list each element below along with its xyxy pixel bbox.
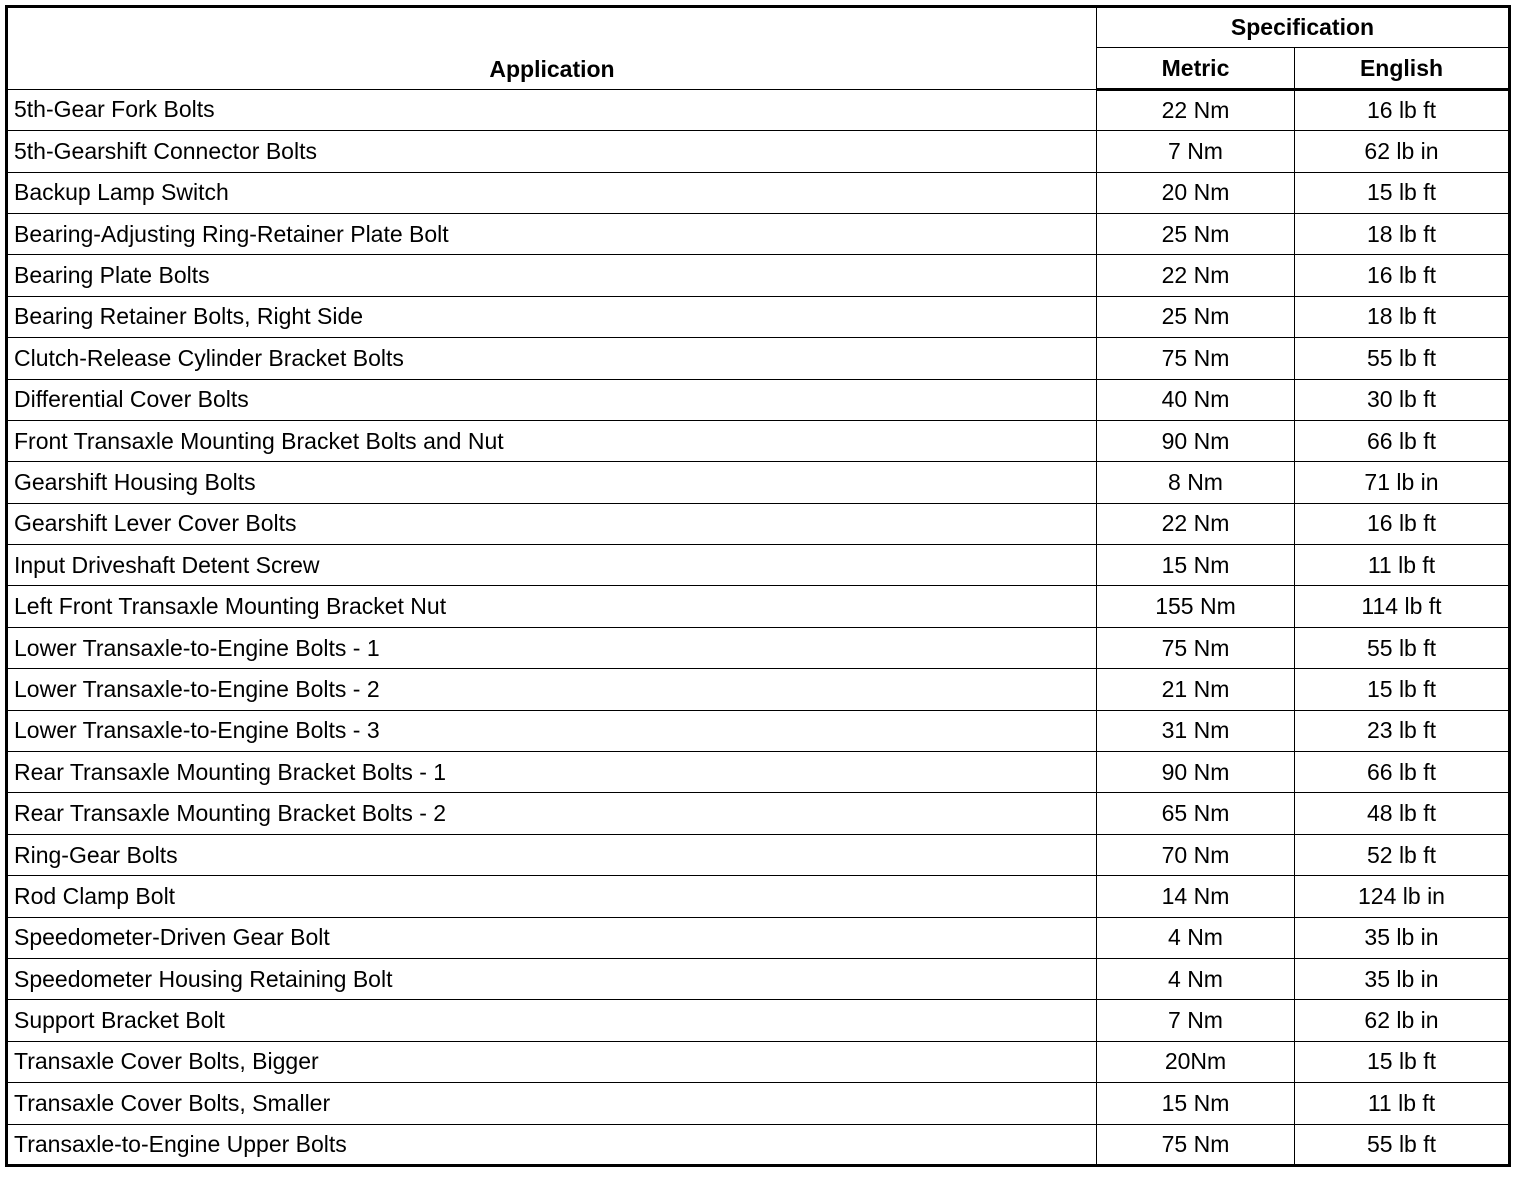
table-body [7, 89, 1510, 1165]
english-cell: 55 lb ft [1295, 1124, 1510, 1165]
application-cell: Bearing-Adjusting Ring-Retainer Plate Bolt [7, 213, 1097, 254]
metric-cell: 15 Nm [1097, 545, 1295, 586]
application-cell: Transaxle Cover Bolts, Smaller [7, 1083, 1097, 1124]
english-cell: 71 lb in [1295, 462, 1510, 503]
english-cell: 66 lb ft [1295, 752, 1510, 793]
table-row [7, 1000, 1510, 1041]
application-cell: Input Driveshaft Detent Screw [7, 545, 1097, 586]
english-cell: 15 lb ft [1295, 172, 1510, 213]
english-cell: 62 lb in [1295, 131, 1510, 172]
table-row [7, 710, 1510, 751]
table-row [7, 752, 1510, 793]
metric-cell: 7 Nm [1097, 131, 1295, 172]
english-cell: 30 lb ft [1295, 379, 1510, 420]
metric-cell: 155 Nm [1097, 586, 1295, 627]
application-cell: Speedometer-Driven Gear Bolt [7, 917, 1097, 958]
application-cell: Lower Transaxle-to-Engine Bolts - 2 [7, 669, 1097, 710]
application-cell: Bearing Plate Bolts [7, 255, 1097, 296]
application-cell: Left Front Transaxle Mounting Bracket Nut [7, 586, 1097, 627]
application-cell: 5th-Gearshift Connector Bolts [7, 131, 1097, 172]
application-cell: Transaxle-to-Engine Upper Bolts [7, 1124, 1097, 1165]
metric-cell: 75 Nm [1097, 627, 1295, 668]
metric-cell: 75 Nm [1097, 1124, 1295, 1165]
metric-cell: 20Nm [1097, 1041, 1295, 1082]
english-cell: 16 lb ft [1295, 89, 1510, 130]
application-cell: Lower Transaxle-to-Engine Bolts - 3 [7, 710, 1097, 751]
application-cell: Backup Lamp Switch [7, 172, 1097, 213]
application-cell: Rod Clamp Bolt [7, 876, 1097, 917]
metric-cell: 25 Nm [1097, 213, 1295, 254]
table-row [7, 1124, 1510, 1165]
specification-column-header: Specification [1097, 7, 1510, 48]
application-cell: 5th-Gear Fork Bolts [7, 89, 1097, 130]
english-cell: 11 lb ft [1295, 545, 1510, 586]
english-cell: 18 lb ft [1295, 296, 1510, 337]
application-cell: Gearshift Lever Cover Bolts [7, 503, 1097, 544]
metric-cell: 7 Nm [1097, 1000, 1295, 1041]
application-cell: Gearshift Housing Bolts [7, 462, 1097, 503]
metric-cell: 20 Nm [1097, 172, 1295, 213]
metric-cell: 15 Nm [1097, 1083, 1295, 1124]
metric-cell: 90 Nm [1097, 752, 1295, 793]
english-cell: 16 lb ft [1295, 503, 1510, 544]
table-row [7, 503, 1510, 544]
torque-spec-table [5, 5, 1511, 1167]
metric-cell: 14 Nm [1097, 876, 1295, 917]
application-cell: Ring-Gear Bolts [7, 834, 1097, 875]
table-row [7, 255, 1510, 296]
english-cell: 35 lb in [1295, 958, 1510, 999]
metric-cell: 4 Nm [1097, 917, 1295, 958]
english-cell: 62 lb in [1295, 1000, 1510, 1041]
english-cell: 48 lb ft [1295, 793, 1510, 834]
english-cell: 52 lb ft [1295, 834, 1510, 875]
english-cell: 15 lb ft [1295, 1041, 1510, 1082]
metric-cell: 31 Nm [1097, 710, 1295, 751]
application-cell: Front Transaxle Mounting Bracket Bolts and Nut [7, 420, 1097, 461]
application-cell: Transaxle Cover Bolts, Bigger [7, 1041, 1097, 1082]
application-cell: Support Bracket Bolt [7, 1000, 1097, 1041]
english-cell: 11 lb ft [1295, 1083, 1510, 1124]
table-row [7, 338, 1510, 379]
application-cell: Rear Transaxle Mounting Bracket Bolts - 1 [7, 752, 1097, 793]
metric-cell: 21 Nm [1097, 669, 1295, 710]
application-column-header: Application [7, 7, 1097, 90]
table-row [7, 462, 1510, 503]
application-cell: Lower Transaxle-to-Engine Bolts - 1 [7, 627, 1097, 668]
application-cell: Clutch-Release Cylinder Bracket Bolts [7, 338, 1097, 379]
table-row [7, 669, 1510, 710]
table-row [7, 876, 1510, 917]
application-cell: Differential Cover Bolts [7, 379, 1097, 420]
metric-cell: 65 Nm [1097, 793, 1295, 834]
metric-column-header: Metric [1097, 48, 1295, 89]
metric-cell: 4 Nm [1097, 958, 1295, 999]
table-row [7, 545, 1510, 586]
table-row [7, 213, 1510, 254]
application-cell: Rear Transaxle Mounting Bracket Bolts - 2 [7, 793, 1097, 834]
header-row-top [7, 7, 1510, 48]
metric-cell: 22 Nm [1097, 89, 1295, 130]
metric-cell: 70 Nm [1097, 834, 1295, 875]
torque-spec-table-container [5, 5, 1508, 1167]
table-row [7, 172, 1510, 213]
table-row [7, 420, 1510, 461]
english-cell: 66 lb ft [1295, 420, 1510, 461]
table-row [7, 89, 1510, 130]
table-header [7, 7, 1510, 90]
table-row [7, 793, 1510, 834]
english-cell: 15 lb ft [1295, 669, 1510, 710]
english-cell: 23 lb ft [1295, 710, 1510, 751]
table-row [7, 917, 1510, 958]
english-column-header: English [1295, 48, 1510, 89]
metric-cell: 75 Nm [1097, 338, 1295, 379]
table-row [7, 958, 1510, 999]
english-cell: 35 lb in [1295, 917, 1510, 958]
table-row [7, 1083, 1510, 1124]
metric-cell: 22 Nm [1097, 503, 1295, 544]
english-cell: 16 lb ft [1295, 255, 1510, 296]
metric-cell: 90 Nm [1097, 420, 1295, 461]
metric-cell: 8 Nm [1097, 462, 1295, 503]
table-row [7, 131, 1510, 172]
metric-cell: 22 Nm [1097, 255, 1295, 296]
table-row [7, 627, 1510, 668]
english-cell: 55 lb ft [1295, 338, 1510, 379]
english-cell: 124 lb in [1295, 876, 1510, 917]
table-row [7, 296, 1510, 337]
table-row [7, 834, 1510, 875]
metric-cell: 40 Nm [1097, 379, 1295, 420]
table-row [7, 586, 1510, 627]
table-row [7, 379, 1510, 420]
application-cell: Bearing Retainer Bolts, Right Side [7, 296, 1097, 337]
metric-cell: 25 Nm [1097, 296, 1295, 337]
application-cell: Speedometer Housing Retaining Bolt [7, 958, 1097, 999]
english-cell: 18 lb ft [1295, 213, 1510, 254]
table-row [7, 1041, 1510, 1082]
english-cell: 114 lb ft [1295, 586, 1510, 627]
english-cell: 55 lb ft [1295, 627, 1510, 668]
